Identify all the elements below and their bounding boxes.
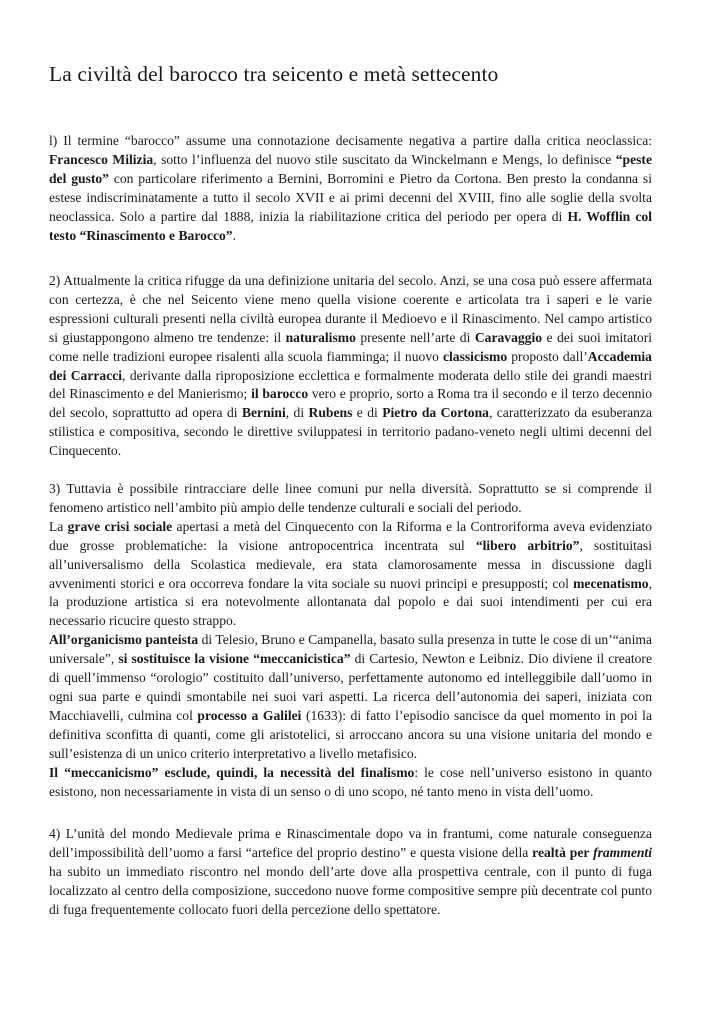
body-text: La (49, 518, 68, 534)
text-block (49, 764, 652, 802)
bold-text: Pietro da Cortona (382, 405, 489, 421)
text-block (49, 825, 652, 920)
body-text: 2) Attualmente la critica rifugge da una definizione unitaria del secolo. Anzi, se una cosa può essere affermata con certezza, è che nel Seicento viene meno quella visione coerente e articolata tra i saperi e le varie espressioni culturali presenti nella civiltà europea durante il Medioevo e il Rinascimento. Nel campo artistico si giustappongono almeno tre tendenze: il (49, 273, 652, 345)
body-text: 4) L’unità del mondo Medievale prima e Rinascimentale dopo va in frantumi, come naturale conseguenza dell’impossibilità dell’uomo a farsi “artefice del proprio destino” e questa visione della (49, 826, 652, 860)
body-text: di Cartesio, Newton e Leibniz. Dio diviene il creatore di quell’immenso “orologio” costituito dall’universo, perfettamente autonomo ed intelleggibile dall’uomo in ogni sua parte e quindi smontabile nei suoi vari aspetti. La ricerca dell’autonomia dei saperi, iniziata con Macchiavelli, culmina col (49, 651, 652, 723)
bold-text: il barocco (251, 386, 309, 402)
bold-text: processo a Galilei (197, 707, 302, 723)
body-text: con particolare riferimento a Bernini, Borromini e Pietro da Cortona. Ben presto la condanna si estese indiscriminatamente a tutto il secolo XVII e ai primi decenni del XVIII, fino alle soglie della svolta neoclassica. Solo a partire dal 1888, inizia la riabilitazione critica del periodo per opera di (49, 170, 652, 224)
body-text: vero e proprio, sorto a Roma tra il secondo e il terzo decennio del secolo, soprattutto ad opera di (49, 386, 652, 421)
body-text: , sostituitasi all’universalismo della Scolastica medievale, era stata clamorosamente messa in discussione dagli avvenimenti storici e ora occorreva fondare la vita sociale su nuovi principi e presupposti; col (49, 537, 652, 591)
bold-text: naturalismo (285, 329, 356, 345)
body-text: 3) Tuttavia è possibile rintracciare delle linee comuni pur nella diversità. Soprattutto se si comprende il fenomeno artistico nell’ambito più ampio delle tendenze culturali e sociali del periodo. (49, 481, 652, 515)
paragraph-1 (49, 132, 652, 245)
bold-text: All’organicismo panteista (49, 632, 199, 648)
bold-text: Bernini (241, 405, 286, 421)
body-text: . (232, 227, 237, 243)
text-block (49, 132, 652, 245)
body-text: presente nell’arte di (355, 329, 475, 345)
bold-text: Caravaggio (474, 329, 543, 345)
bold-text: “peste del gusto” (49, 151, 652, 186)
body-text: : le cose nell’universo esistono in quanto esistono, non necessariamente in vista di un senso o di uno scopo, né tanto meno in vista dell’uomo. (49, 764, 652, 799)
body-text: , caratterizzato da esuberanza stilistica e compositiva, secondo le direttive sviluppatesi in territorio padano-veneto negli ultimi decenni del Cinquecento. (49, 405, 652, 459)
bold-text: Accademia dei Carracci (49, 348, 652, 383)
bold-text: Francesco Milizia (49, 151, 154, 167)
bold-text: Il “meccanicismo” esclude, quindi, la necessità del finalismo (49, 764, 415, 780)
body-text: , derivante dalla riproposizione ecclettica e formalmente moderata dello stile dei grandi maestri del Rinascimento e del Manierismo; (49, 367, 652, 402)
body-text: ha subito un immediato riscontro nel mondo dell’arte dove alla prospettiva centrale, con il punto di fuga localizzato al centro della composizione, succedono nuove forme compositive sempre più decentrate col punto di fuga frequentemente collocato fuori della percezione dello spettatore. (49, 863, 652, 917)
bold-text: Rubens (308, 405, 353, 421)
text-block (49, 518, 652, 631)
body-text: l) Il termine “barocco” assume una connotazione decisamente negativa a partire dalla critica neoclassica: (49, 133, 652, 148)
paragraph-2 (49, 272, 652, 461)
paragraph-3 (49, 480, 652, 801)
bold-text: realtà per (532, 844, 594, 860)
bold-text: grave crisi sociale (67, 518, 173, 534)
document-title: La civiltà del barocco tra seicento e metà settecento (49, 62, 499, 86)
emphasis-text: frammenti (593, 844, 652, 860)
bold-text: si sostituisce la visione “meccanicistica” (118, 651, 351, 667)
paragraph-4 (49, 825, 652, 920)
body-text: apertasi a metà del Cinquecento con la Riforma e la Controriforma aveva evidenziato due grosse problematiche: la visione antropocentrica incentrata sul (49, 518, 652, 553)
body-text: (1633): di fatto l’episodio sancisce da quel momento in poi la definitiva sconfitta di quanti, come gli aristotelici, si arroccano ancora su una visione unitaria del mondo e sull’esistenza di un unico criterio interpretativo a livello metafisico. (49, 707, 652, 761)
bold-text: mecenatismo (573, 575, 649, 591)
body-text: di Telesio, Bruno e Campanella, basato sulla presenza in tutte le cose di un’“anima universale”, (49, 632, 652, 667)
body-text: , di (285, 405, 309, 421)
text-block (49, 631, 652, 763)
bold-text: H. Wofflin col testo “Rinascimento e Barocco” (49, 208, 652, 243)
text-block (49, 480, 652, 518)
bold-text: classicismo (442, 348, 508, 364)
body-text: e di (352, 405, 383, 421)
body-text: , la produzione artistica si era notevolmente allontanata dal popolo e dai suoi intendimenti per cui era necessario ricucire questo strappo. (49, 575, 652, 629)
body-text: proposto dall’ (507, 348, 588, 364)
body-text: e dei suoi imitatori come nelle tradizioni europee risalenti alla scuola fiamminga; il nuovo (49, 329, 652, 364)
bold-text: “libero arbitrio” (475, 537, 580, 553)
bold-italic-text (593, 845, 652, 860)
text-block (49, 272, 652, 461)
body-text: , sotto l’influenza del nuovo stile suscitato da Winckelmann e Mengs, lo definisce (153, 151, 616, 167)
